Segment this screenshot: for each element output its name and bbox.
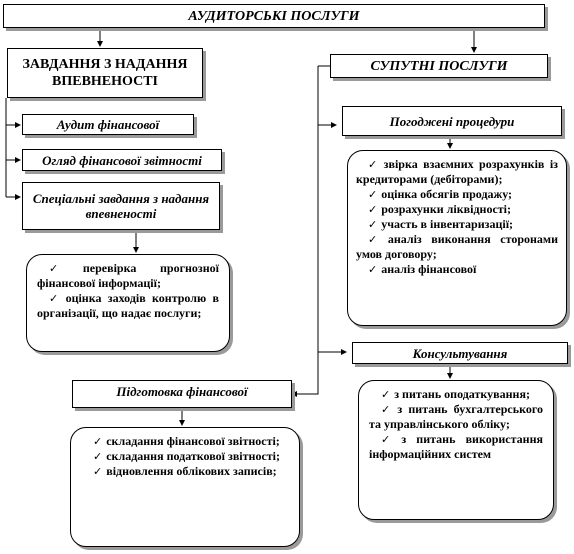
related-services-box [330,54,548,78]
checkmark-icon: ✓ [368,188,378,201]
checkmark-icon: ✓ [49,292,62,305]
special-tasks-list [26,254,230,352]
list-item: ✓ з питань оподаткування; [381,387,530,401]
checkmark-icon: ✓ [93,465,103,478]
consulting-label: Консультування [412,345,508,361]
checkmark-icon: ✓ [93,435,103,448]
audit-label: Аудит фінансової [56,117,160,132]
special-tasks-box [22,182,220,230]
checkmark-icon: ✓ [381,403,394,416]
checkmark-icon: ✓ [49,262,79,275]
checkmark-icon: ✓ [368,263,378,276]
checkmark-icon: ✓ [368,158,380,171]
list-item: ✓ участь в інвентаризації; [368,217,514,231]
related-services-label: СУПУТНІ ПОСЛУГИ [370,58,508,74]
consulting-box [352,342,568,364]
assurance-tasks-box [7,48,203,98]
checkmark-icon: ✓ [381,433,398,446]
list-item: ✓ оцінка заходів контролю в організації, що надає послуги; [37,291,219,320]
agreed-procedures-box [342,106,562,136]
review-box [22,149,222,171]
agreed-procedures-label: Погоджені процедури [389,113,515,129]
list-item: ✓ з питань використання інформаційних систем [369,432,543,461]
checkmark-icon: ✓ [368,233,384,246]
list-item: ✓ складання податкової звітності; [93,449,280,463]
checkmark-icon: ✓ [381,388,391,401]
agreed-procedures-list [347,150,567,326]
list-item: ✓ складання фінансової звітності; [93,434,280,448]
list-item: ✓ звірка взаємних розрахунків із кредиторами (дебіторами); [356,157,559,186]
list-item: ✓ оцінка обсягів продажу; [368,187,513,201]
prep-box [72,380,292,408]
checkmark-icon: ✓ [93,450,103,463]
list-item: ✓ аналіз фінансової [368,262,477,276]
list-item: ✓ з питань бухгалтерського та управлінського обліку; [369,402,543,431]
list-item: ✓ перевірка прогнозної фінансової інформації; [37,261,220,290]
checkmark-icon: ✓ [368,203,378,216]
prep-list [70,427,300,547]
consulting-list [358,380,554,520]
assurance-tasks-label: ЗАВДАННЯ З НАДАННЯ ВПЕВНЕНОСТІ [22,57,188,89]
diagram-title: АУДИТОРСЬКІ ПОСЛУГИ [188,8,360,24]
review-label: Огляд фінансової звітності [42,152,202,168]
list-item: ✓ аналіз виконання сторонами умов договору; [356,232,559,261]
title-box [3,4,545,28]
list-item: ✓ розрахунки ліквідності; [368,202,512,216]
audit-box [22,114,194,135]
special-tasks-label: Спеціальні завдання з надання впевненості [32,191,210,221]
prep-label: Підготовка фінансової [116,384,248,399]
list-item: ✓ відновлення облікових записів; [93,464,277,478]
checkmark-icon: ✓ [368,218,378,231]
